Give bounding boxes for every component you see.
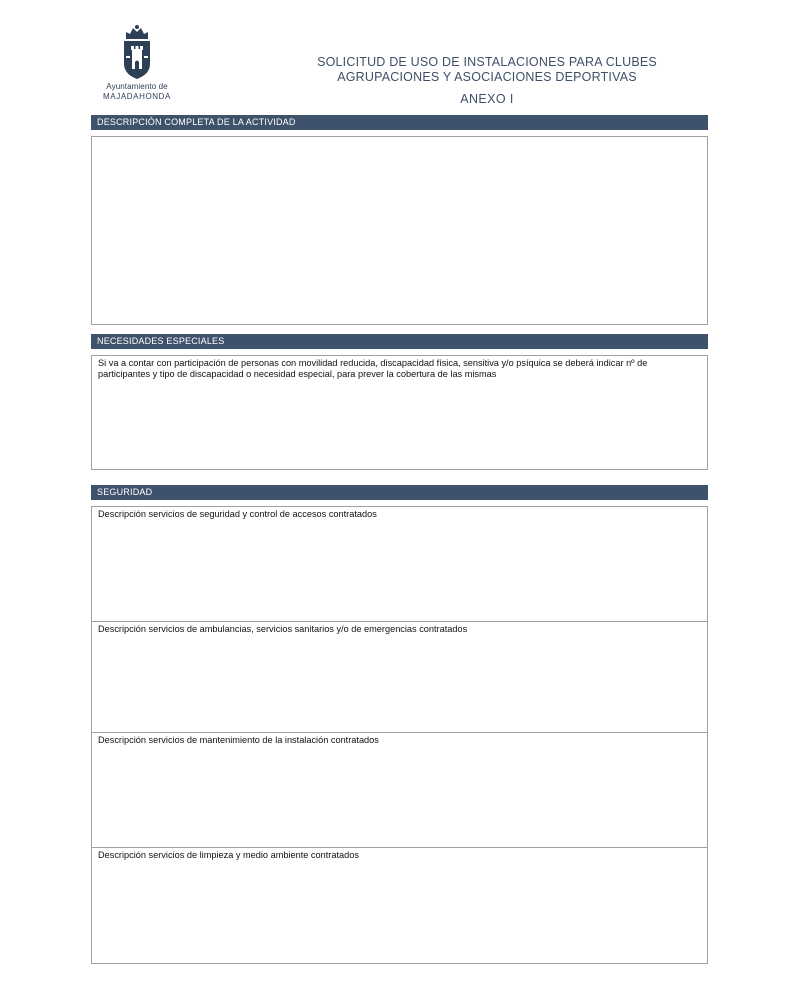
security-access-field[interactable] bbox=[92, 507, 707, 622]
logo-caption: Ayuntamiento de bbox=[106, 82, 168, 91]
maintenance-services-label: Descripción servicios de mantenimiento de la instalación contratados bbox=[98, 735, 379, 745]
section-header-activity: DESCRIPCIÓN COMPLETA DE LA ACTIVIDAD bbox=[91, 115, 708, 130]
ambulance-services-label: Descripción servicios de ambulancias, servicios sanitarios y/o de emergencias contratados bbox=[98, 624, 468, 634]
title-line-1: SOLICITUD DE USO DE INSTALACIONES PARA CLUBES bbox=[317, 55, 657, 69]
annex-label: ANEXO I bbox=[460, 92, 514, 106]
section-header-security: SEGURIDAD bbox=[91, 485, 708, 500]
coat-of-arms-icon bbox=[120, 24, 154, 80]
special-needs-field[interactable] bbox=[91, 355, 708, 470]
page-title bbox=[300, 55, 674, 85]
security-fields-table bbox=[91, 506, 708, 964]
cleaning-services-field[interactable] bbox=[92, 848, 707, 963]
security-access-label: Descripción servicios de seguridad y control de accesos contratados bbox=[98, 509, 377, 519]
section-header-special-needs: NECESIDADES ESPECIALES bbox=[91, 334, 708, 349]
logo-municipality-name: MAJADAHONDA bbox=[103, 92, 171, 101]
special-needs-instructions: Si va a contar con participación de personas con movilidad reducida, discapacidad física, sensitiva y/o psíquica se deberá indicar nº de participantes y tipo de discapacidad o necesidad especial, para prever la cobertura de las mismas bbox=[98, 358, 648, 379]
maintenance-services-field[interactable] bbox=[92, 733, 707, 848]
title-line-2: AGRUPACIONES Y ASOCIACIONES DEPORTIVAS bbox=[337, 70, 637, 84]
ambulance-services-field[interactable] bbox=[92, 622, 707, 733]
cleaning-services-label: Descripción servicios de limpieza y medio ambiente contratados bbox=[98, 850, 359, 860]
activity-description-value bbox=[92, 137, 707, 141]
municipality-logo bbox=[96, 24, 178, 101]
activity-description-field[interactable] bbox=[91, 136, 708, 325]
